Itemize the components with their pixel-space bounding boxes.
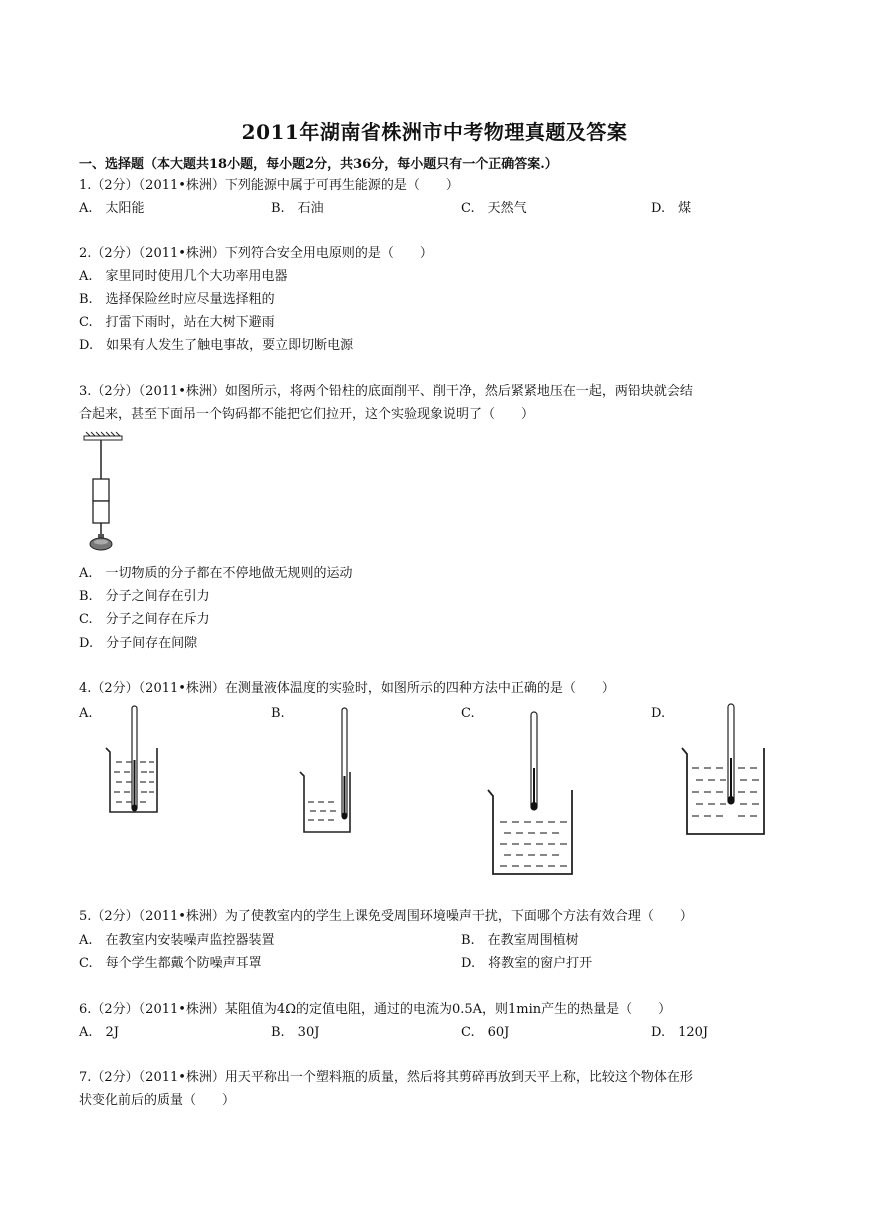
q4-option-a: A. <box>79 706 93 721</box>
beaker-figure-c <box>486 710 578 878</box>
beaker-figure-b <box>298 706 360 836</box>
question-1-stem: 1.（2分）（2011•株洲）下列能源中属于可再生能源的是（ ） <box>79 178 459 193</box>
q5-option-b: B. 在教室周围植树 <box>461 933 579 948</box>
q2-option-c: C. 打雷下雨时，站在大树下避雨 <box>79 315 275 330</box>
q4-option-d: D. <box>651 706 666 721</box>
q5-option-a: A. 在教室内安装噪声监控器装置 <box>79 933 275 948</box>
q6-option-a: A. 2J <box>79 1025 120 1040</box>
q1-option-d: D. 煤 <box>651 201 692 216</box>
question-3-stem-line1: 3.（2分）（2011•株洲）如图所示，将两个铅柱的底面削平、削干净，然后紧紧地压在一起，两铅块就会结 <box>79 384 693 399</box>
q2-option-b: B. 选择保险丝时应尽量选择粗的 <box>79 292 275 307</box>
question-2-stem: 2.（2分）（2011•株洲）下列符合安全用电原则的是（ ） <box>79 246 433 261</box>
question-6-stem: 6.（2分）（2011•株洲）某阻值为4Ω的定值电阻，通过的电流为0.5A，则1min产生的热量是（ ） <box>79 1002 672 1017</box>
q1-option-b: B. 石油 <box>271 201 324 216</box>
q5-option-c: C. 每个学生都戴个防噪声耳罩 <box>79 956 262 971</box>
q3-option-d: D. 分子间存在间隙 <box>79 636 198 651</box>
q4-option-b: B. <box>271 706 285 721</box>
q4-option-c: C. <box>461 706 475 721</box>
q2-option-a: A. 家里同时使用几个大功率用电器 <box>79 269 288 284</box>
q1-option-c: C. 天然气 <box>461 201 527 216</box>
q6-option-d: D. 120J <box>651 1025 709 1040</box>
q3-option-b: B. 分子之间存在引力 <box>79 589 210 604</box>
question-4-stem: 4.（2分）（2011•株洲）在测量液体温度的实验时，如图所示的四种方法中正确的是（ ） <box>79 681 615 696</box>
section-heading: 一、选择题（本大题共18小题，每小题2分，共36分，每小题只有一个正确答案.） <box>79 157 558 172</box>
question-7-stem-line1: 7.（2分）（2011•株洲）用天平称出一个塑料瓶的质量，然后将其剪碎再放到天平上称，比较这个物体在形 <box>79 1070 693 1085</box>
q3-option-a: A. 一切物质的分子都在不停地做无规则的运动 <box>79 566 353 581</box>
beaker-figure-d <box>680 702 768 838</box>
beaker-figure-a <box>104 704 164 816</box>
q3-option-c: C. 分子之间存在斥力 <box>79 612 210 627</box>
page-title: 2011年湖南省株洲市中考物理真题及答案 <box>241 120 628 144</box>
lead-cylinders-figure <box>80 432 130 557</box>
question-5-stem: 5.（2分）（2011•株洲）为了使教室内的学生上课免受周围环境噪声干扰，下面哪个方法有效合理（ ） <box>79 909 693 924</box>
q5-option-d: D. 将教室的窗户打开 <box>461 956 593 971</box>
q6-option-c: C. 60J <box>461 1025 510 1040</box>
q1-option-a: A. 太阳能 <box>79 201 145 216</box>
q2-option-d: D. 如果有人发生了触电事故，要立即切断电源 <box>79 338 354 353</box>
q6-option-b: B. 30J <box>271 1025 320 1040</box>
question-7-stem-line2: 状变化前后的质量（ ） <box>79 1093 236 1108</box>
question-3-stem-line2: 合起来，甚至下面吊一个钩码都不能把它们拉开，这个实验现象说明了（ ） <box>79 407 535 422</box>
